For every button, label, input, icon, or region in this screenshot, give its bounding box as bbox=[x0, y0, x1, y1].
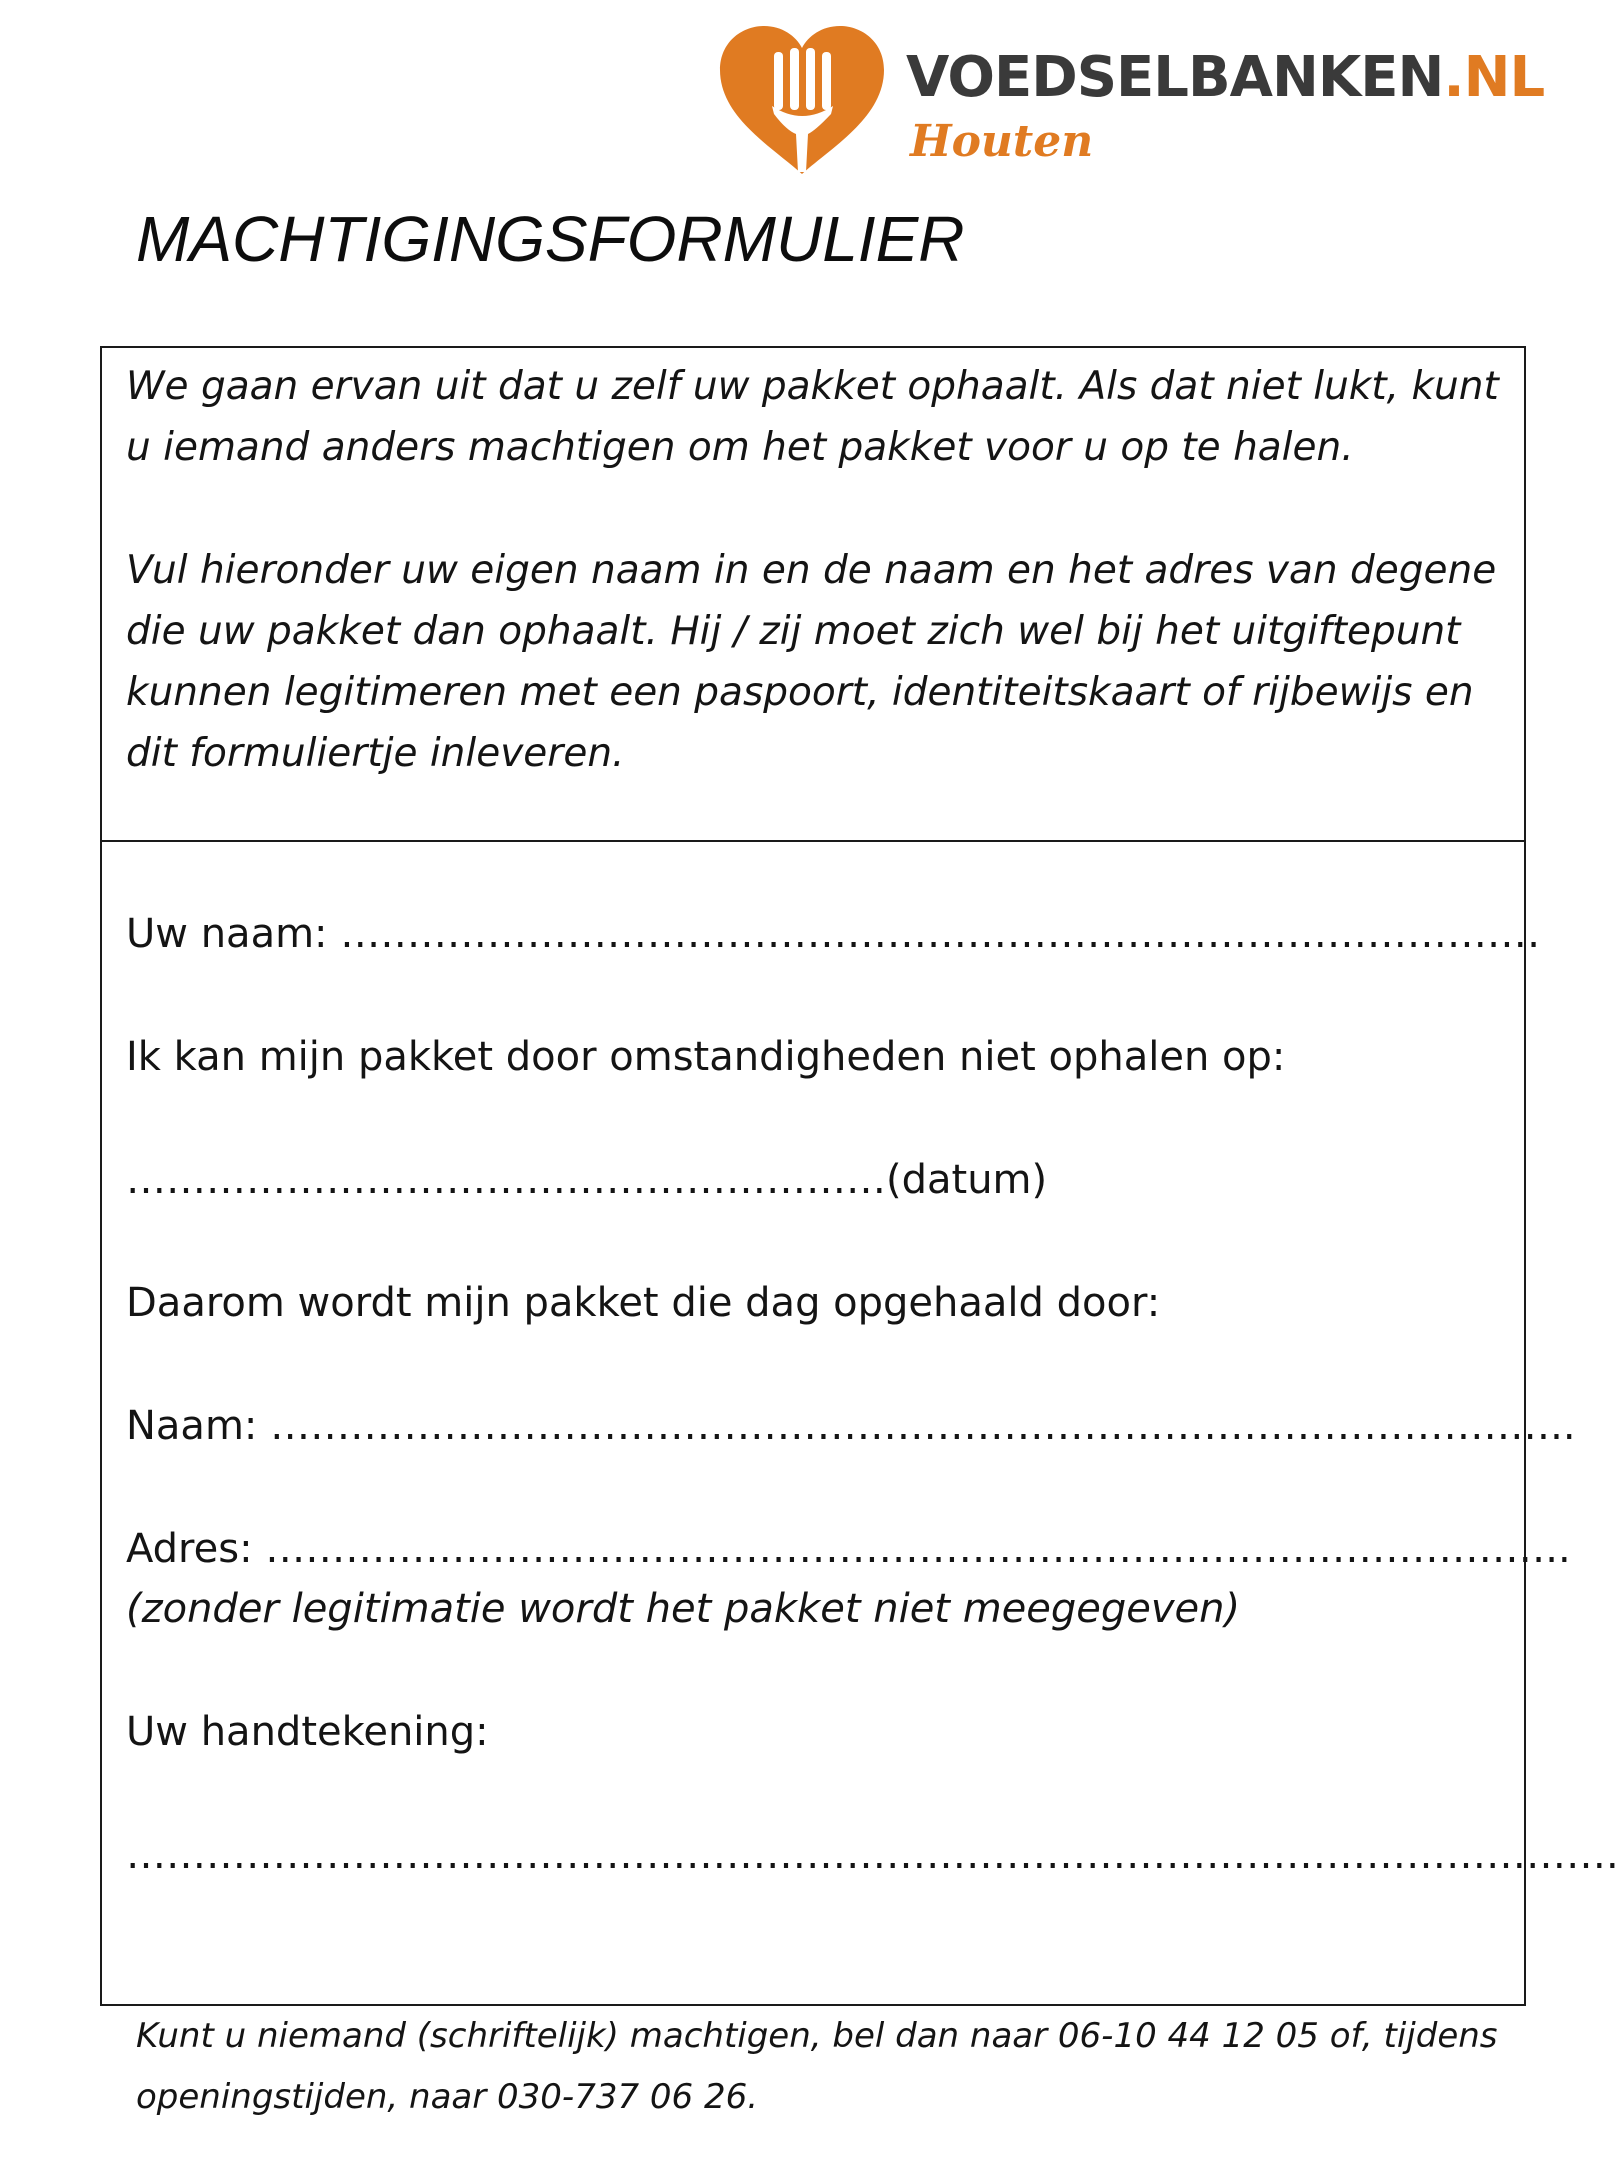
ik-kan-niet-ophalen-label: Ik kan mijn pakket door omstandigheden niet ophalen op: bbox=[126, 1034, 1286, 1080]
signature-field[interactable]: …………………………………………………………………………………………………. bbox=[126, 1832, 1619, 1878]
logo-brand-text: VOEDSELBANKEN bbox=[906, 45, 1444, 110]
uw-naam-field[interactable]: Uw naam: ……………………………………………………………………………… bbox=[126, 911, 1541, 957]
logo-city-text: Houten bbox=[910, 116, 1094, 167]
intro-section bbox=[102, 348, 1524, 842]
opgehaald-door-label: Daarom wordt mijn pakket die dag opgehaald door: bbox=[126, 1280, 1161, 1326]
heart-fork-icon bbox=[712, 22, 892, 182]
legitimatie-note: (zonder legitimatie wordt het pakket niet meegegeven) bbox=[126, 1586, 1241, 1632]
logo-wordmark bbox=[906, 45, 1545, 110]
page-title: MACHTIGINGSFORMULIER bbox=[136, 203, 965, 275]
voedselbanken-logo bbox=[712, 22, 1545, 182]
naam-field[interactable]: Naam: …………………………………………………………………………………….. bbox=[126, 1403, 1576, 1449]
intro-paragraph-2: Vul hieronder uw eigen naam in en de naam en het adres van degene die uw pakket dan ophaalt. Hij / zij moet zich wel bij het uitgiftepunt kunnen legitimeren met een paspoort, identiteitskaart of rijbewijs en dit formuliertje inleveren. bbox=[126, 548, 1497, 776]
footer-contact-note: Kunt u niemand (schriftelijk) machtigen, bel dan naar 06-10 44 12 05 of, tijdens openingstijden, naar 030-737 06 26. bbox=[136, 2016, 1498, 2117]
handtekening-label: Uw handtekening: bbox=[126, 1709, 489, 1755]
logo-tld-text: .NL bbox=[1443, 45, 1545, 110]
intro-paragraph-1: We gaan ervan uit dat u zelf uw pakket ophaalt. Als dat niet lukt, kunt u iemand anders machtigen om het pakket voor u op te halen. bbox=[126, 364, 1499, 470]
datum-field[interactable]: …………………………………………………(datum) bbox=[126, 1157, 1048, 1203]
adres-field[interactable]: Adres: …………………………………………………………………………………….. bbox=[126, 1526, 1571, 1572]
form-box bbox=[100, 346, 1619, 2006]
